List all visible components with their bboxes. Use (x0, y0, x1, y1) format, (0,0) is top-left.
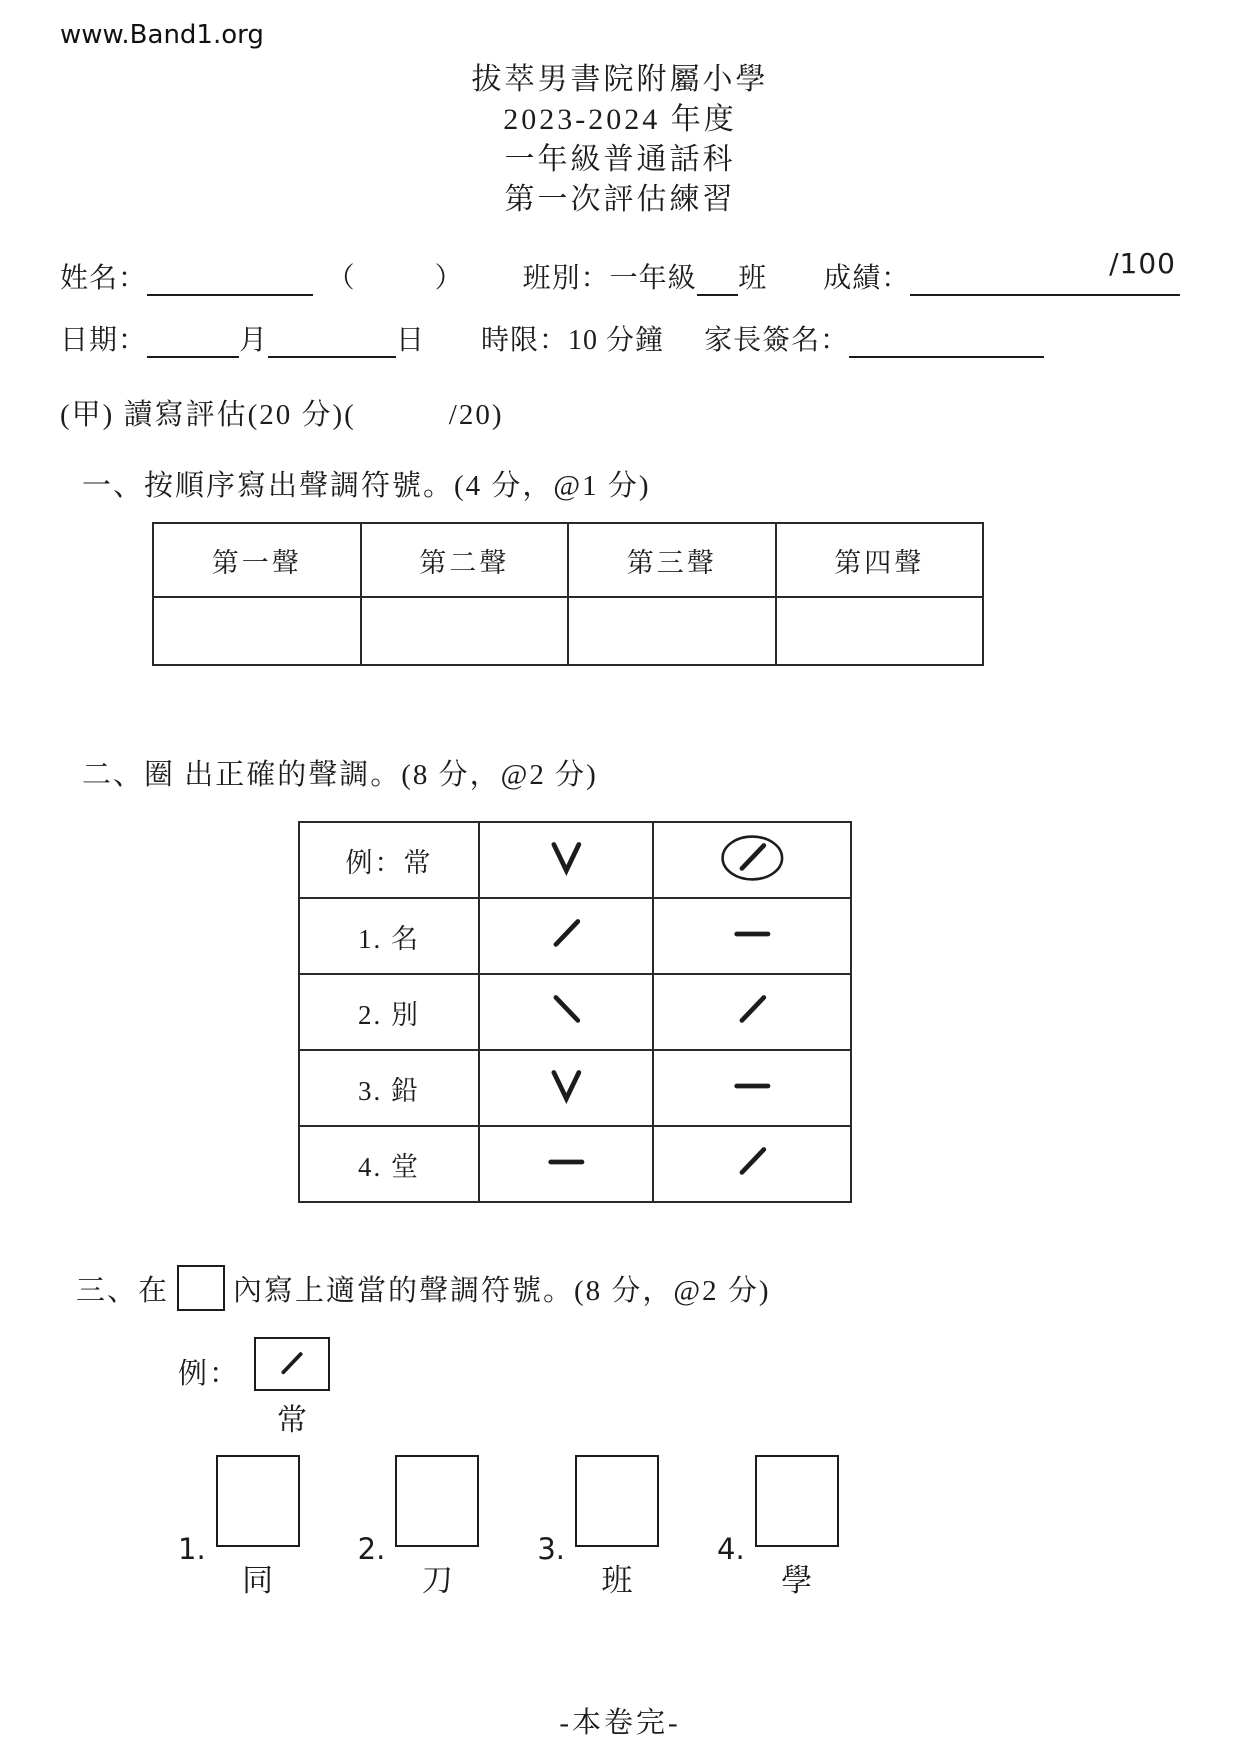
tone-mark (534, 1138, 599, 1186)
table-row (299, 974, 851, 1050)
tone-mark (720, 1062, 785, 1110)
tone-mark (534, 834, 599, 882)
q3-answer-box[interactable] (395, 1455, 479, 1547)
date-month-label: 月 (239, 325, 269, 356)
tone-mark (534, 986, 599, 1034)
q3-example-label: 例： (178, 1358, 241, 1390)
q1-answer-row (153, 597, 983, 665)
q1-header-tone4: 第四聲 (776, 523, 984, 597)
exam-title: 第一次評估練習 (504, 183, 736, 216)
q3-items (178, 1455, 1180, 1600)
q2-option-cell[interactable] (479, 1126, 653, 1202)
q2-row-label: 1. 名 (299, 898, 479, 974)
q1-answer-cell-3[interactable] (568, 597, 776, 665)
q3-answer-box[interactable] (755, 1455, 839, 1547)
q3-item-number: 1. (178, 1532, 206, 1566)
q3-inline-answer-box (177, 1265, 225, 1311)
q1-header-row (153, 523, 983, 597)
end-of-paper-label: -本卷完- (559, 1707, 681, 1739)
q2-option-cell[interactable] (653, 1126, 851, 1202)
q3-item-char: 同 (242, 1563, 274, 1598)
tone-mark (266, 1345, 317, 1383)
q2-option-cell[interactable] (479, 822, 653, 898)
parent-signature-label: 家長簽名： (704, 325, 850, 356)
section-a-title: (甲) 讀寫評估(20 分)( /20) (60, 399, 504, 431)
q1-header-tone3: 第三聲 (568, 523, 776, 597)
list-item (717, 1455, 839, 1600)
list-item (537, 1455, 659, 1600)
q2-row-label: 例：常 (299, 822, 479, 898)
tone-mark-circled (720, 834, 785, 882)
q2-row-label: 3. 鉛 (299, 1050, 479, 1126)
tone-mark (720, 986, 785, 1034)
list-item (178, 1455, 300, 1600)
q2-option-cell[interactable] (479, 974, 653, 1050)
q3-item-char: 班 (601, 1563, 633, 1598)
q2-option-cell[interactable] (653, 822, 851, 898)
q3-answer-box[interactable] (216, 1455, 300, 1547)
parent-signature-blank[interactable] (849, 324, 1044, 358)
score-label: 成績： (823, 263, 911, 294)
q2-option-cell[interactable] (479, 1050, 653, 1126)
class-label: 班別：一年級 (522, 263, 697, 294)
school-year: 2023-2024 年度 (503, 103, 737, 136)
table-row (299, 822, 851, 898)
table-row (299, 1050, 851, 1126)
tone-mark (534, 1062, 599, 1110)
q1-answer-cell-1[interactable] (153, 597, 361, 665)
q2-row-label: 2. 別 (299, 974, 479, 1050)
tone-mark (720, 910, 785, 958)
q3-item-number: 4. (717, 1532, 745, 1566)
name-label: 姓名： (60, 263, 148, 294)
q1-answer-cell-4[interactable] (776, 597, 984, 665)
class-suffix: 班 (738, 263, 768, 294)
q2-row-label: 4. 堂 (299, 1126, 479, 1202)
date-day-label: 日 (396, 325, 426, 356)
q2-option-cell[interactable] (653, 898, 851, 974)
q2-option-cell[interactable] (479, 898, 653, 974)
q2-title: 二、圈 出正確的聲調。(8 分，@2 分) (82, 759, 598, 791)
q3-title-suffix: 內寫上適當的聲調符號。(8 分，@2 分) (233, 1274, 771, 1307)
class-blank[interactable] (697, 262, 739, 296)
score-blank[interactable] (910, 242, 1180, 296)
info-row-2 (60, 318, 1180, 358)
q3-item-number: 2. (357, 1532, 386, 1566)
name-blank[interactable] (147, 262, 313, 296)
q1-tone-table (152, 522, 984, 666)
q3-title (76, 1265, 1180, 1311)
q2-option-cell[interactable] (653, 1050, 851, 1126)
tone-mark (720, 1138, 785, 1186)
score-total: /100 (1109, 247, 1176, 280)
time-limit-label: 時限：10 分鐘 (481, 325, 665, 356)
name-number-paren: （ ） (326, 263, 489, 294)
q3-item-number: 3. (537, 1532, 566, 1566)
q2-option-cell[interactable] (653, 974, 851, 1050)
info-row-1 (60, 242, 1180, 296)
header-title-block (60, 60, 1180, 220)
q3-answer-box[interactable] (575, 1455, 659, 1547)
table-row (299, 898, 851, 974)
q1-answer-cell-2[interactable] (361, 597, 569, 665)
date-label: 日期： (60, 325, 148, 356)
date-month-blank[interactable] (147, 324, 239, 358)
q1-title: 一、按順序寫出聲調符號。(4 分，@1 分) (82, 470, 651, 502)
q3-item-char: 學 (781, 1563, 813, 1598)
q1-header-tone2: 第二聲 (361, 523, 569, 597)
watermark: www.Band1.org (60, 20, 264, 50)
date-day-blank[interactable] (268, 324, 396, 358)
subject-title: 一年級普通話科 (504, 143, 736, 176)
tone-mark (534, 910, 599, 958)
q1-header-tone1: 第一聲 (153, 523, 361, 597)
list-item (358, 1455, 480, 1600)
table-row (299, 1126, 851, 1202)
q3-example-char: 常 (277, 1404, 308, 1437)
q3-example-box (254, 1337, 330, 1391)
school-name: 拔萃男書院附屬小學 (471, 63, 769, 96)
q2-circle-table (298, 821, 852, 1203)
q3-title-prefix: 三、在 (76, 1274, 170, 1307)
q3-example (178, 1337, 1180, 1439)
q3-item-char: 刀 (421, 1563, 453, 1598)
